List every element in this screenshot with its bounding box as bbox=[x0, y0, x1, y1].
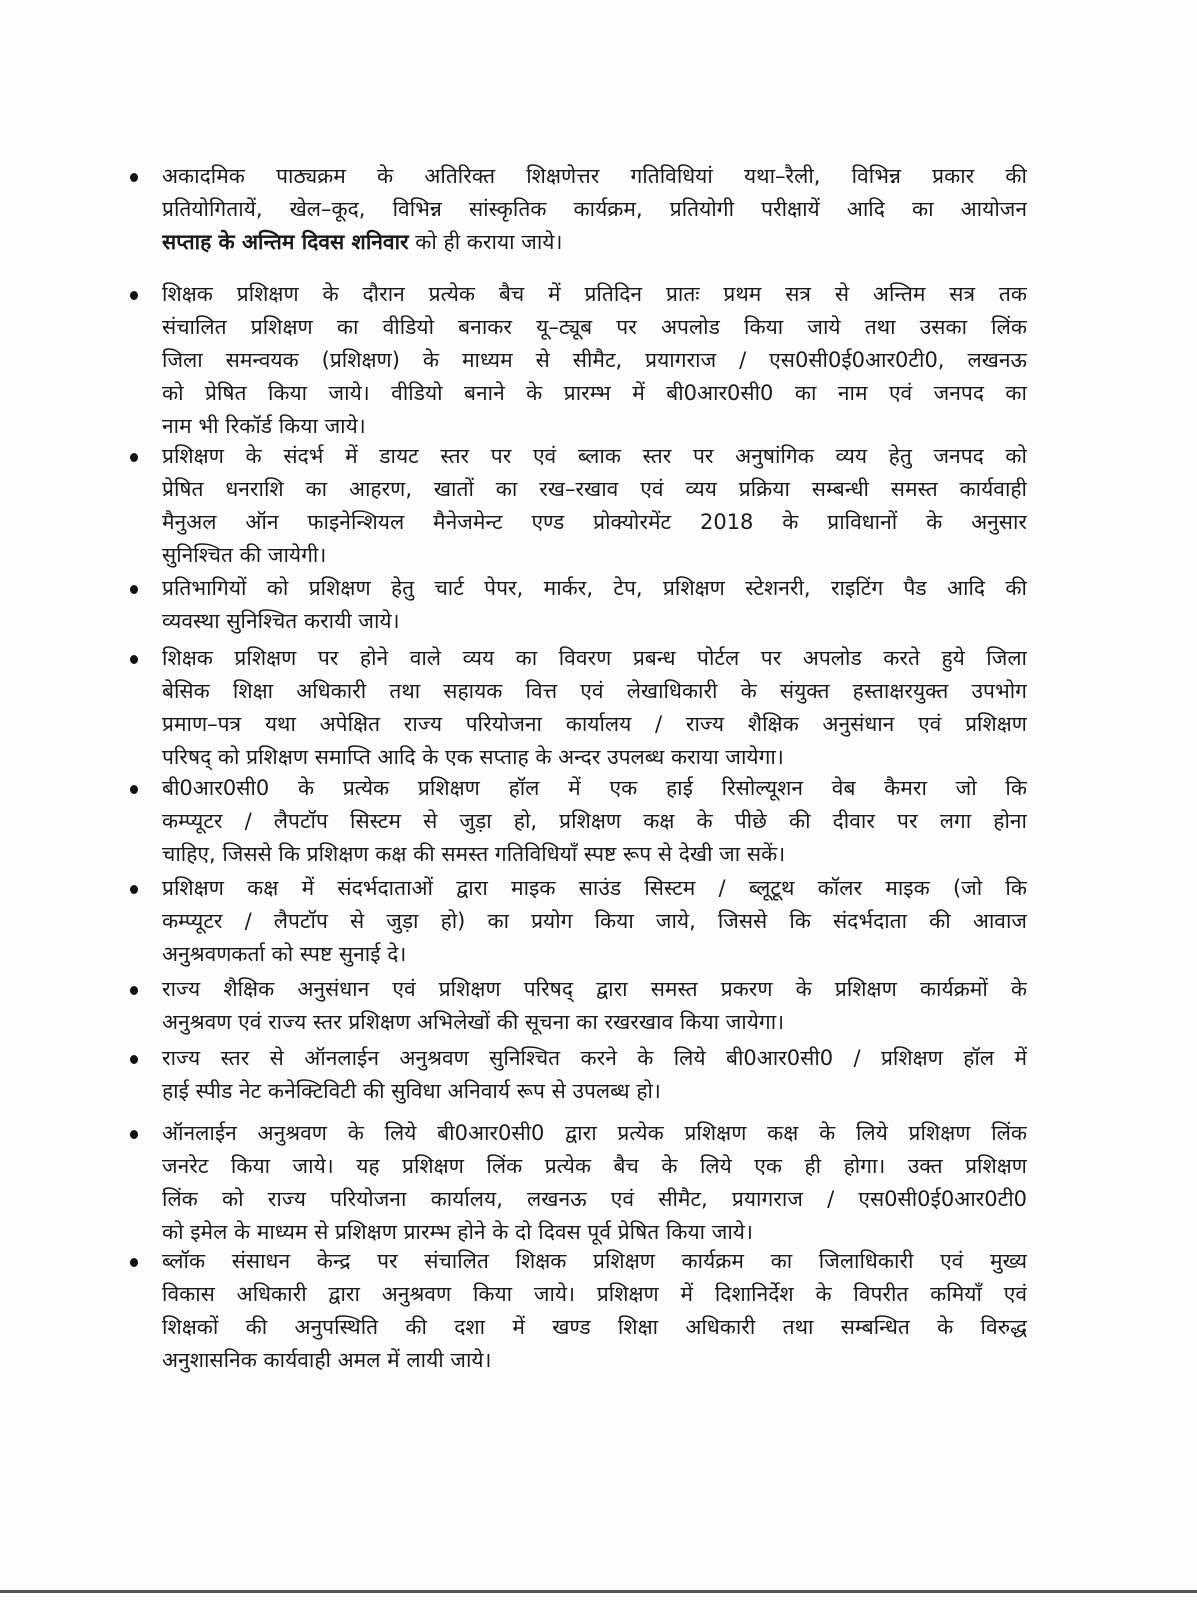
paragraph-line: मैनुअल ऑन फाइनेन्शियल मैनेजमेन्ट एण्ड प्रोक्योरमेंट 2018 के प्राविधानों के अनुसार bbox=[162, 510, 1027, 534]
paragraph-line: व्यवस्था सुनिश्चित करायी जाये। bbox=[162, 609, 400, 633]
paragraph-line: जनरेट किया जाये। यह प्रशिक्षण लिंक प्रत्येक बैच के लिये एक ही होगा। उक्त प्रशिक्षण bbox=[162, 1154, 1027, 1178]
paragraph-line: बी0आर0सी0 के प्रत्येक प्रशिक्षण हॉल में एक हाई रिसोल्यूशन वेब कैमरा जो कि bbox=[162, 776, 1027, 800]
bullet-icon bbox=[130, 173, 138, 182]
paragraph-line: शिक्षक प्रशिक्षण पर होने वाले व्यय का विवरण प्रबन्ध पोर्टल पर अपलोड करते हुये जिला bbox=[162, 646, 1027, 670]
paragraph-line: अकादमिक पाठ्यक्रम के अतिरिक्त शिक्षणेत्तर गतिविधियां यथा–रैली, विभिन्न प्रकार की bbox=[162, 164, 1027, 188]
bullet-paragraph bbox=[162, 772, 1027, 871]
bullet-paragraph bbox=[162, 160, 1027, 259]
bullet-icon bbox=[130, 291, 138, 300]
bold-emphasis: सप्ताह के अन्तिम दिवस शनिवार bbox=[162, 230, 409, 254]
paragraph-line: को प्रेषित किया जाये। वीडियो बनाने के प्रारम्भ में बी0आर0सी0 का नाम एवं जनपद का bbox=[162, 381, 1027, 405]
paragraph-line: प्रेषित धनराशि का आहरण, खातों का रख–रखाव एवं व्यय प्रक्रिया सम्बन्धी समस्त कार्यवाही bbox=[162, 477, 1027, 501]
paragraph-line: चाहिए, जिससे कि प्रशिक्षण कक्ष की समस्त गतिविधियाँ स्पष्ट रूप से देखी जा सकें। bbox=[162, 842, 786, 866]
bullet-paragraph bbox=[162, 1042, 1027, 1108]
paragraph-line: प्रतियोगितायें, खेल–कूद, विभिन्न सांस्कृतिक कार्यक्रम, प्रतियोगी परीक्षायें आदि का आयोजन bbox=[162, 197, 1027, 221]
paragraph-line: ब्लॉक संसाधन केन्द्र पर संचालित शिक्षक प्रशिक्षण कार्यक्रम का जिलाधिकारी एवं मुख्य bbox=[162, 1249, 1027, 1273]
bullet-paragraph bbox=[162, 572, 1027, 638]
paragraph-line: अनुश्रवणकर्ता को स्पष्ट सुनाई दे। bbox=[162, 942, 407, 966]
bullet-icon bbox=[130, 885, 138, 894]
paragraph-line: प्रशिक्षण कक्ष में संदर्भदाताओं द्वारा माइक साउंड सिस्टम / ब्लूटूथ कॉलर माइक (जो कि bbox=[162, 876, 1027, 900]
paragraph-line: ऑनलाईन अनुश्रवण के लिये बी0आर0सी0 द्वारा प्रत्येक प्रशिक्षण कक्ष के लिये प्रशिक्षण लिंक bbox=[162, 1121, 1027, 1145]
paragraph-line: प्रतिभागियों को प्रशिक्षण हेतु चार्ट पेपर, मार्कर, टेप, प्रशिक्षण स्टेशनरी, राइटिंग पैड आदि की bbox=[162, 576, 1027, 600]
bullet-paragraph bbox=[162, 642, 1027, 774]
paragraph-line: प्रशिक्षण के संदर्भ में डायट स्तर पर एवं ब्लाक स्तर पर अनुषांगिक व्यय हेतु जनपद को bbox=[162, 444, 1027, 468]
bottom-scan-border bbox=[0, 1590, 1197, 1593]
paragraph-line: अनुशासनिक कार्यवाही अमल में लायी जाये। bbox=[162, 1348, 492, 1372]
bullet-icon bbox=[130, 785, 138, 794]
bullet-icon bbox=[130, 986, 138, 995]
paragraph-line: परिषद् को प्रशिक्षण समाप्ति आदि के एक सप्ताह के अन्दर उपलब्ध कराया जायेगा। bbox=[162, 745, 784, 769]
bullet-icon bbox=[130, 585, 138, 594]
bullet-icon bbox=[130, 655, 138, 664]
paragraph-text: को ही कराया जाये। bbox=[408, 230, 563, 254]
bullet-paragraph bbox=[162, 440, 1027, 572]
paragraph-line: बेसिक शिक्षा अधिकारी तथा सहायक वित्त एवं लेखाधिकारी के संयुक्त हस्ताक्षरयुक्त उपभोग bbox=[162, 679, 1027, 703]
paragraph-line: प्रमाण–पत्र यथा अपेक्षित राज्य परियोजना कार्यालय / राज्य शैक्षिक अनुसंधान एवं प्रशिक्षण bbox=[162, 712, 1027, 736]
bullet-icon bbox=[130, 1055, 138, 1064]
paragraph-line: कम्प्यूटर / लैपटॉप सिस्टम से जुड़ा हो, प्रशिक्षण कक्ष के पीछे की दीवार पर लगा होना bbox=[162, 809, 1027, 833]
paragraph-line: लिंक को राज्य परियोजना कार्यालय, लखनऊ एवं सीमैट, प्रयागराज / एस0सी0ई0आर0टी0 bbox=[162, 1187, 1027, 1211]
bullet-icon bbox=[130, 1258, 138, 1267]
bullet-paragraph bbox=[162, 973, 1027, 1039]
paragraph-line: जिला समन्वयक (प्रशिक्षण) के माध्यम से सीमैट, प्रयागराज / एस0सी0ई0आर0टी0, लखनऊ bbox=[162, 348, 1027, 372]
paragraph-line: को इमेल के माध्यम से प्रशिक्षण प्रारम्भ होने के दो दिवस पूर्व प्रेषित किया जाये। bbox=[162, 1220, 753, 1244]
paragraph-line: अनुश्रवण एवं राज्य स्तर प्रशिक्षण अभिलेखों की सूचना का रखरखाव किया जायेगा। bbox=[162, 1010, 785, 1034]
paragraph-line: कम्प्यूटर / लैपटॉप से जुड़ा हो) का प्रयोग किया जाये, जिससे कि संदर्भदाता की आवाज bbox=[162, 909, 1027, 933]
bullet-paragraph bbox=[162, 872, 1027, 971]
paragraph-line bbox=[162, 226, 1027, 259]
paragraph-line: विकास अधिकारी द्वारा अनुश्रवण किया जाये। प्रशिक्षण में दिशानिर्देश के विपरीत कमियाँ एवं bbox=[162, 1282, 1027, 1306]
paragraph-line: हाई स्पीड नेट कनेक्टिविटी की सुविधा अनिवार्य रूप से उपलब्ध हो। bbox=[162, 1079, 661, 1103]
bullet-paragraph bbox=[162, 278, 1027, 443]
paragraph-line: राज्य शैक्षिक अनुसंधान एवं प्रशिक्षण परिषद् द्वारा समस्त प्रकरण के प्रशिक्षण कार्यक्रमों के bbox=[162, 977, 1027, 1001]
bullet-paragraph bbox=[162, 1117, 1027, 1249]
bullet-icon bbox=[130, 453, 138, 462]
bullet-icon bbox=[130, 1130, 138, 1139]
paragraph-line: संचालित प्रशिक्षण का वीडियो बनाकर यू–ट्यूब पर अपलोड किया जाये तथा उसका लिंक bbox=[162, 315, 1027, 339]
bullet-paragraph bbox=[162, 1245, 1027, 1377]
paragraph-line: राज्य स्तर से ऑनलाईन अनुश्रवण सुनिश्चित करने के लिये बी0आर0सी0 / प्रशिक्षण हॉल में bbox=[162, 1046, 1027, 1070]
paragraph-line: शिक्षकों की अनुपस्थिति की दशा में खण्ड शिक्षा अधिकारी तथा सम्बन्धित के विरुद्ध bbox=[162, 1315, 1027, 1339]
paragraph-line: सुनिश्चित की जायेगी। bbox=[162, 543, 327, 567]
paragraph-line: नाम भी रिकॉर्ड किया जाये। bbox=[162, 414, 366, 438]
paragraph-line: शिक्षक प्रशिक्षण के दौरान प्रत्येक बैच में प्रतिदिन प्रातः प्रथम सत्र से अन्तिम सत्र तक bbox=[162, 282, 1027, 306]
